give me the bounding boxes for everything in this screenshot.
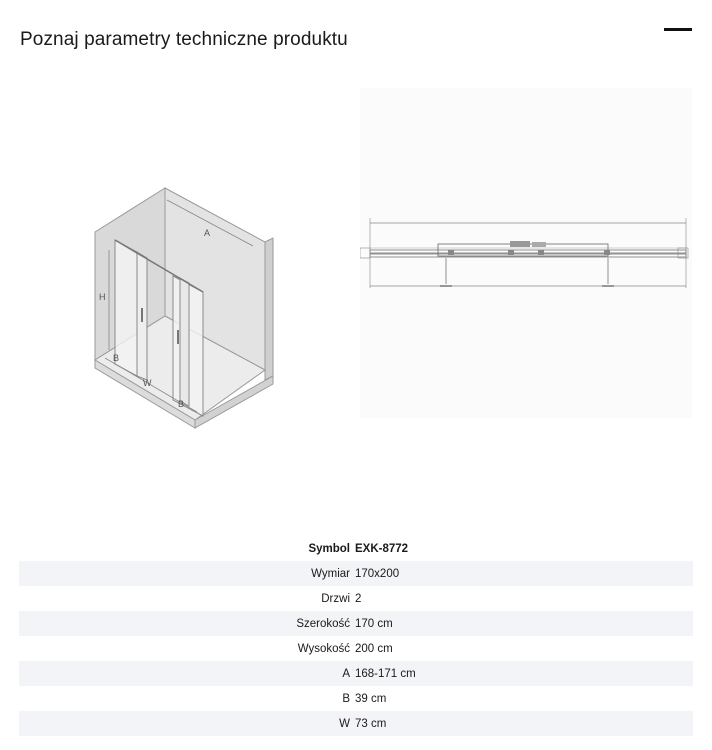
spec-value: 168-171 cm [355,667,416,680]
spec-row [19,586,693,611]
spec-row [19,536,693,561]
spec-label: A [342,667,350,680]
spec-label: Wymiar [311,567,350,580]
spec-value: 39 cm [355,692,387,705]
isometric-drawing [85,180,285,440]
spec-row [19,636,693,661]
spec-value: EXK-8772 [355,542,409,555]
spec-label: Wysokość [297,642,350,655]
dim-label-b-left: B [113,353,120,363]
dim-label-w: W [143,378,152,388]
spec-row [19,561,693,586]
spec-label: W [339,717,350,730]
specs-table [19,536,693,736]
close-icon[interactable] [664,28,692,31]
spec-row [19,711,693,736]
spec-value: 200 cm [355,642,393,655]
spec-row [19,686,693,711]
spec-row [19,661,693,686]
spec-label: Drzwi [321,592,350,605]
spec-value: 73 cm [355,717,387,730]
spec-value: 2 [355,592,362,605]
plan-view-drawing [360,88,692,418]
spec-label: B [342,692,350,705]
spec-label: Szerokość [296,617,350,630]
spec-value: 170x200 [355,567,400,580]
dim-label-b-right: B [178,399,185,409]
dim-label-a: A [204,228,211,238]
spec-row [19,611,693,636]
dim-label-h: H [99,292,106,302]
spec-label: Symbol [308,542,350,555]
spec-value: 170 cm [355,617,393,630]
page-title: Poznaj parametry techniczne produktu [20,29,348,50]
